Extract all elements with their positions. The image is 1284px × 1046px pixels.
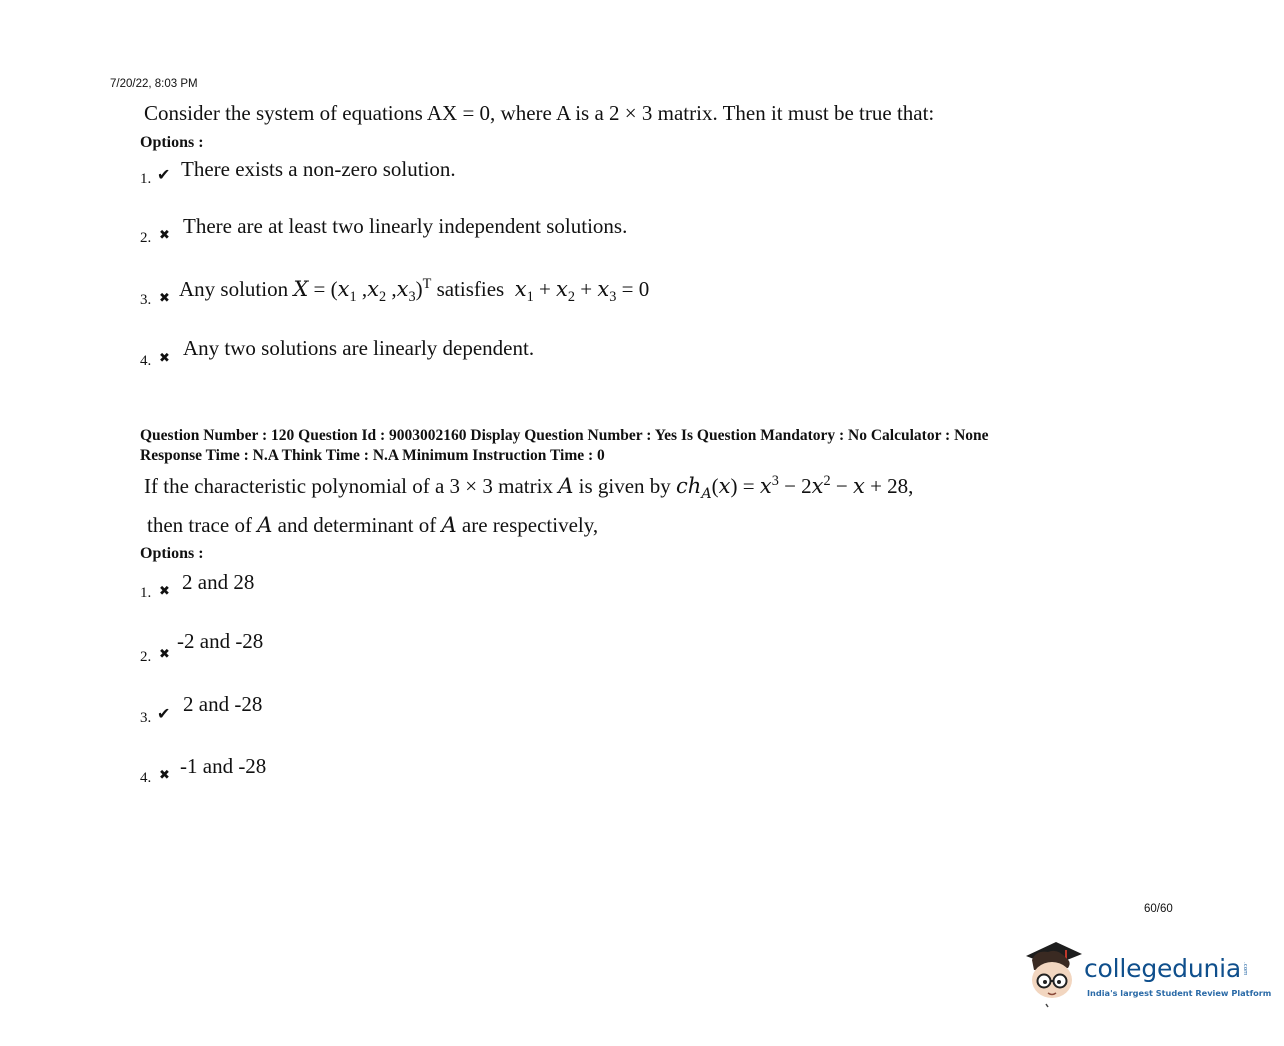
- logo-tagline: India's largest Student Review Platform: [1087, 988, 1272, 998]
- question-text-line-1: If the characteristic polynomial of a 3 × 3 matrix A is given by $ch_A(x) = x^3 - 2x^2 - x + 28$,: [144, 473, 914, 503]
- option-number: 1.: [140, 171, 152, 187]
- option-text: 2 and 28: [182, 570, 255, 594]
- logo-suffix: .com: [1242, 962, 1248, 976]
- option-text: -1 and -28: [180, 754, 267, 778]
- print-timestamp: 7/20/22, 8:03 PM: [110, 78, 198, 90]
- question-text-line-2: then trace of A and determinant of A are respectively,: [147, 513, 599, 537]
- mascot-icon: [1022, 938, 1088, 1008]
- cross-icon: ✖: [159, 767, 170, 782]
- option-number: 4.: [140, 353, 152, 369]
- check-icon: ✔: [157, 706, 171, 723]
- question-meta-line-1: Question Number : 120 Question Id : 9003002160 Display Question Number : Yes Is Question Mandatory : No Calculator : None: [140, 427, 989, 444]
- option-text: -2 and -28: [177, 629, 264, 653]
- option-text: 2 and -28: [183, 692, 263, 716]
- check-icon: ✔: [157, 167, 171, 184]
- option-text: There exists a non-zero solution.: [181, 157, 456, 181]
- option-text: There are at least two linearly independent solutions.: [183, 214, 628, 238]
- cross-icon: ✖: [159, 646, 170, 661]
- option-text: Any solution $X = (x_1$ $,x_2$ $,x_3)^T$ satisfies $x_1 + x_2 + x_3 = 0$: [179, 276, 650, 306]
- cross-icon: ✖: [159, 350, 170, 365]
- options-label: Options :: [140, 545, 204, 562]
- option-number: 3.: [140, 710, 152, 726]
- question-1-text: Consider the system of equations AX = 0, where A is a 2 × 3 matrix. Then it must be true that:: [144, 101, 935, 125]
- options-label: Options :: [140, 134, 204, 151]
- option-text: Any two solutions are linearly dependent.: [183, 336, 535, 360]
- option-number: 1.: [140, 585, 152, 601]
- option-number: 2.: [140, 230, 152, 246]
- cross-icon: ✖: [159, 227, 170, 242]
- question-meta-line-2: Response Time : N.A Think Time : N.A Minimum Instruction Time : 0: [140, 447, 605, 464]
- option-number: 4.: [140, 770, 152, 786]
- page-number: 60/60: [1144, 903, 1173, 915]
- option-number: 3.: [140, 292, 152, 308]
- option-number: 2.: [140, 649, 152, 665]
- question-text: [144, 101, 934, 126]
- cross-icon: ✖: [159, 290, 170, 305]
- logo-wordmark: collegedunia: [1084, 954, 1241, 983]
- cross-icon: ✖: [159, 583, 170, 598]
